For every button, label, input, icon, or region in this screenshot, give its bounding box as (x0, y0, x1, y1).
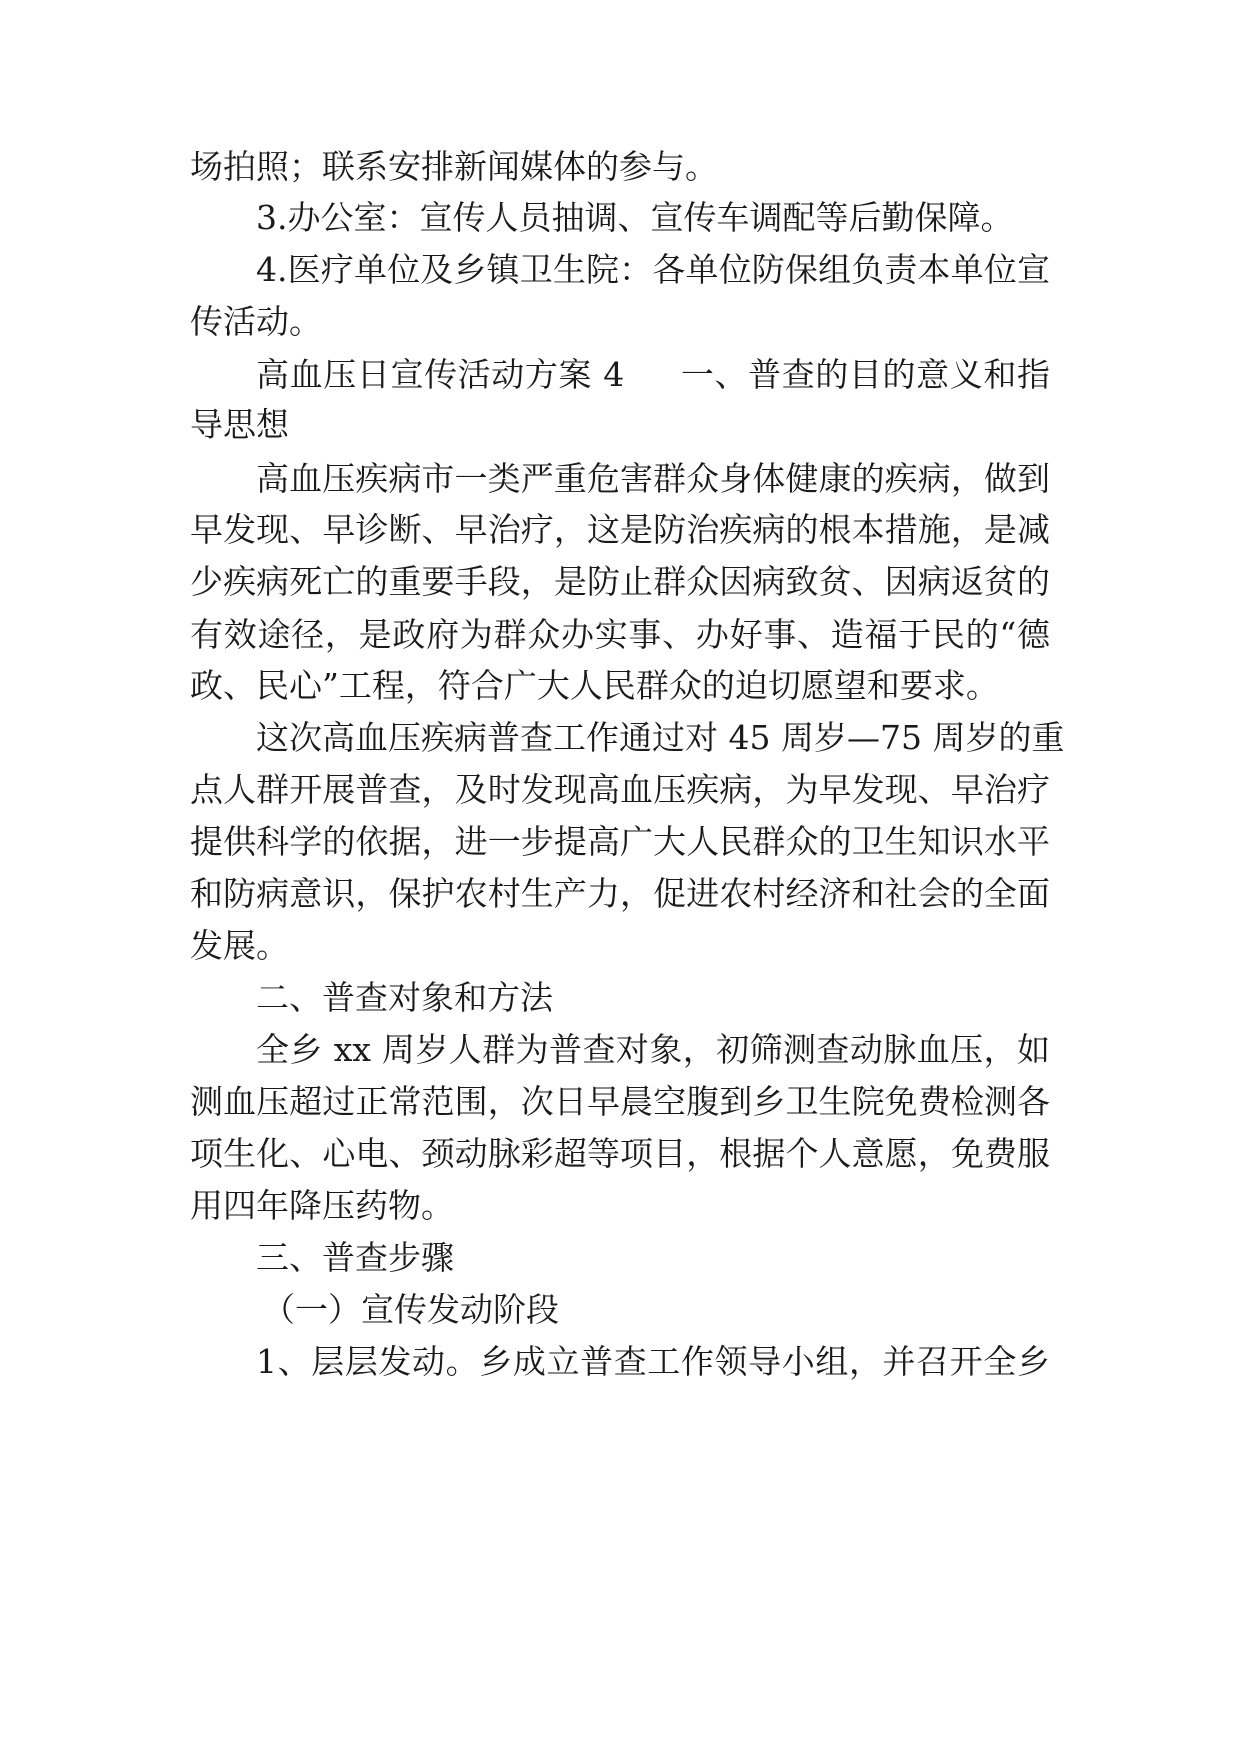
paragraph-line: 和防病意识，保护农村生产力，促进农村经济和社会的全面 (190, 874, 1050, 913)
paragraph-line: 少疾病死亡的重要手段，是防止群众因病致贫、因病返贫的 (190, 562, 1050, 601)
paragraph-line: 有效途径，是政府为群众办实事、办好事、造福于民的“德 (190, 615, 1050, 654)
paragraph-line: 这次高血压疾病普查工作通过对 45 周岁—75 周岁的重 (256, 718, 1065, 757)
section-heading: 一、普查的目的意义和指 (680, 355, 1051, 394)
paragraph-line: 提供科学的依据，进一步提高广大人民群众的卫生知识水平 (190, 822, 1050, 861)
subsection-heading: （一）宣传发动阶段 (262, 1290, 559, 1329)
paragraph-line: 3.办公室：宣传人员抽调、宣传车调配等后勤保障。 (256, 198, 1014, 237)
paragraph-line: 导思想 (190, 405, 289, 444)
section-heading: 二、普查对象和方法 (256, 978, 553, 1017)
paragraph-line: 传活动。 (190, 302, 322, 341)
paragraph-line: 用四年降压药物。 (190, 1186, 454, 1225)
paragraph-line: 早发现、早诊断、早治疗，这是防治疾病的根本措施，是减 (190, 510, 1050, 549)
paragraph-line: 测血压超过正常范围，次日早晨空腹到乡卫生院免费检测各 (190, 1082, 1050, 1121)
paragraph-line: 项生化、心电、颈动脉彩超等项目，根据个人意愿，免费服 (190, 1134, 1050, 1173)
paragraph-line: 政、民心”工程，符合广大人民群众的迫切愿望和要求。 (190, 666, 999, 705)
heading-line (256, 355, 1050, 395)
paragraph-line: 发展。 (190, 926, 289, 965)
paragraph-line: 场拍照；联系安排新闻媒体的参与。 (190, 147, 718, 186)
paragraph-line: 4.医疗单位及乡镇卫生院：各单位防保组负责本单位宣 (256, 250, 1050, 289)
section-heading: 三、普查步骤 (256, 1238, 454, 1277)
paragraph-line: 全乡 xx 周岁人群为普查对象，初筛测查动脉血压，如 (256, 1030, 1050, 1069)
section-title: 高血压日宣传活动方案 4 (256, 355, 625, 394)
paragraph-line: 高血压疾病市一类严重危害群众身体健康的疾病，做到 (256, 459, 1050, 498)
paragraph-line: 点人群开展普查，及时发现高血压疾病，为早发现、早治疗 (190, 770, 1050, 809)
paragraph-line: 1、层层发动。乡成立普查工作领导小组，并召开全乡 (256, 1342, 1050, 1381)
